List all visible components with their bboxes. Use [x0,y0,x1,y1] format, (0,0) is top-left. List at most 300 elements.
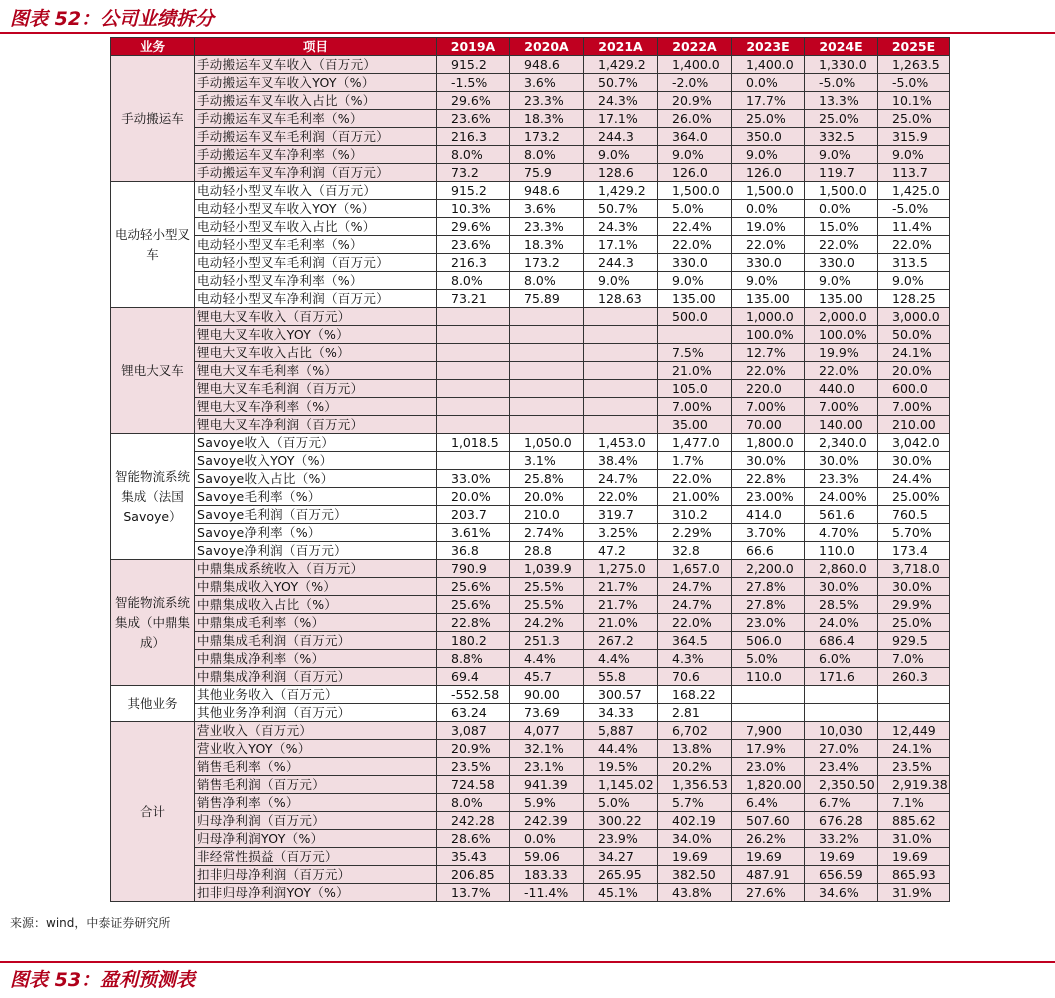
value-cell: 22.0% [805,362,878,380]
value-cell: 70.6 [658,668,732,686]
item-label: Savoye毛利率（%） [195,488,437,506]
column-header: 项目 [195,38,437,56]
value-cell: 6.4% [732,794,805,812]
value-cell: 22.0% [805,236,878,254]
table-row [111,290,950,308]
value-cell: 364.5 [658,632,732,650]
value-cell: 183.33 [510,866,584,884]
value-cell: 34.33 [584,704,658,722]
title-divider-top [0,32,1055,34]
value-cell: 180.2 [437,632,510,650]
value-cell: 33.0% [437,470,510,488]
table-row [111,110,950,128]
column-header: 2022A [658,38,732,56]
value-cell: 1,275.0 [584,560,658,578]
value-cell: 29.6% [437,218,510,236]
value-cell: 173.4 [878,542,950,560]
segment-label: 电动轻小型叉车 [111,182,195,308]
value-cell: 8.0% [437,146,510,164]
value-cell: 8.0% [437,794,510,812]
value-cell [510,380,584,398]
segment-label: 手动搬运车 [111,56,195,182]
value-cell: 25.0% [878,110,950,128]
value-cell: 22.0% [658,470,732,488]
item-label: 手动搬运车叉车收入YOY（%） [195,74,437,92]
column-header: 2025E [878,38,950,56]
table-row [111,632,950,650]
value-cell: 1,000.0 [732,308,805,326]
item-label: 中鼎集成收入YOY（%） [195,578,437,596]
value-cell: 19.69 [805,848,878,866]
value-cell: 4,077 [510,722,584,740]
value-cell: 135.00 [658,290,732,308]
value-cell: 2,000.0 [805,308,878,326]
value-cell: 8.0% [510,146,584,164]
value-cell: 23.1% [510,758,584,776]
value-cell: 23.6% [437,110,510,128]
value-cell: 119.7 [805,164,878,182]
value-cell: 25.0% [805,110,878,128]
value-cell: 43.8% [658,884,732,902]
value-cell: 402.19 [658,812,732,830]
value-cell: 5.9% [510,794,584,812]
value-cell [584,344,658,362]
value-cell: 1,425.0 [878,182,950,200]
value-cell: 110.0 [805,542,878,560]
value-cell: 69.4 [437,668,510,686]
value-cell: 1,800.0 [732,434,805,452]
value-cell: 9.0% [658,146,732,164]
value-cell: 4.4% [584,650,658,668]
item-label: 中鼎集成毛利率（%） [195,614,437,632]
value-cell: 25.6% [437,578,510,596]
value-cell: 23.3% [510,218,584,236]
value-cell: 267.2 [584,632,658,650]
value-cell: 1,145.02 [584,776,658,794]
value-cell: 20.9% [658,92,732,110]
value-cell: 5.7% [658,794,732,812]
value-cell: 24.00% [805,488,878,506]
value-cell: 34.6% [805,884,878,902]
value-cell: 3,000.0 [878,308,950,326]
value-cell: 9.0% [878,272,950,290]
value-cell: 17.1% [584,236,658,254]
table-row [111,704,950,722]
item-label: 手动搬运车叉车净利润（百万元） [195,164,437,182]
value-cell: 4.3% [658,650,732,668]
value-cell: 34.27 [584,848,658,866]
value-cell: 32.1% [510,740,584,758]
item-label: 扣非归母净利润YOY（%） [195,884,437,902]
value-cell [805,686,878,704]
value-cell: 128.25 [878,290,950,308]
table-row [111,236,950,254]
value-cell: 260.3 [878,668,950,686]
item-label: 中鼎集成毛利润（百万元） [195,632,437,650]
value-cell: 676.28 [805,812,878,830]
value-cell: 3.6% [510,74,584,92]
value-cell: 44.4% [584,740,658,758]
value-cell: 600.0 [878,380,950,398]
value-cell: 23.3% [510,92,584,110]
value-cell: 1,018.5 [437,434,510,452]
value-cell: 24.7% [658,578,732,596]
value-cell: 790.9 [437,560,510,578]
value-cell [437,308,510,326]
segment-label: 智能物流系统集成（法国Savoye） [111,434,195,560]
value-cell: 1.7% [658,452,732,470]
table-row [111,488,950,506]
value-cell: 3.25% [584,524,658,542]
value-cell [437,416,510,434]
value-cell: 3,087 [437,722,510,740]
value-cell: 22.8% [732,470,805,488]
value-cell [878,686,950,704]
value-cell: -2.0% [658,74,732,92]
value-cell: 9.0% [584,272,658,290]
value-cell: 5.0% [658,200,732,218]
table-row [111,830,950,848]
value-cell: 33.2% [805,830,878,848]
value-cell: 487.91 [732,866,805,884]
value-cell: 30.0% [878,452,950,470]
value-cell: 350.0 [732,128,805,146]
value-cell: 90.00 [510,686,584,704]
value-cell: 22.4% [658,218,732,236]
value-cell: 915.2 [437,56,510,74]
value-cell: 29.6% [437,92,510,110]
item-label: 扣非归母净利润（百万元） [195,866,437,884]
table-row [111,506,950,524]
value-cell: 561.6 [805,506,878,524]
value-cell: 31.0% [878,830,950,848]
value-cell: 1,400.0 [732,56,805,74]
value-cell: 66.6 [732,542,805,560]
value-cell: 24.2% [510,614,584,632]
value-cell: 24.1% [878,740,950,758]
item-label: 销售毛利率（%） [195,758,437,776]
value-cell: 22.0% [658,614,732,632]
value-cell [805,704,878,722]
value-cell: 2,919.38 [878,776,950,794]
value-cell: 171.6 [805,668,878,686]
item-label: 电动轻小型叉车收入（百万元） [195,182,437,200]
value-cell: 7.00% [878,398,950,416]
value-cell: 20.0% [437,488,510,506]
value-cell: 45.1% [584,884,658,902]
table-row [111,272,950,290]
value-cell: 310.2 [658,506,732,524]
value-cell: 9.0% [658,272,732,290]
item-label: 手动搬运车叉车收入占比（%） [195,92,437,110]
column-header: 2024E [805,38,878,56]
value-cell: 414.0 [732,506,805,524]
value-cell: 100.0% [732,326,805,344]
item-label: 手动搬运车叉车毛利率（%） [195,110,437,128]
value-cell: -5.0% [878,200,950,218]
value-cell [510,308,584,326]
value-cell [732,704,805,722]
value-cell: 0.0% [510,830,584,848]
value-cell: 210.00 [878,416,950,434]
table-row [111,434,950,452]
value-cell: 3,718.0 [878,560,950,578]
value-cell: 12,449 [878,722,950,740]
value-cell: 315.9 [878,128,950,146]
value-cell: 27.6% [732,884,805,902]
value-cell: 203.7 [437,506,510,524]
value-cell [878,704,950,722]
value-cell: 1,330.0 [805,56,878,74]
value-cell: 382.50 [658,866,732,884]
value-cell: 500.0 [658,308,732,326]
table-row [111,848,950,866]
value-cell: 3,042.0 [878,434,950,452]
item-label: 电动轻小型叉车收入占比（%） [195,218,437,236]
value-cell: 3.70% [732,524,805,542]
table-row [111,56,950,74]
column-header: 2021A [584,38,658,56]
value-cell: 50.7% [584,200,658,218]
value-cell: 1,500.0 [732,182,805,200]
value-cell: 73.69 [510,704,584,722]
table-row [111,740,950,758]
table-row [111,200,950,218]
value-cell [658,326,732,344]
value-cell: 0.0% [732,74,805,92]
value-cell: -5.0% [805,74,878,92]
value-cell: 17.7% [732,92,805,110]
value-cell: 28.6% [437,830,510,848]
value-cell: 9.0% [878,146,950,164]
value-cell: 9.0% [805,272,878,290]
value-cell [510,326,584,344]
table-row [111,362,950,380]
value-cell: 22.0% [732,236,805,254]
value-cell: 45.7 [510,668,584,686]
value-cell: 168.22 [658,686,732,704]
value-cell: 70.00 [732,416,805,434]
value-cell: 319.7 [584,506,658,524]
value-cell: 865.93 [878,866,950,884]
table-row [111,470,950,488]
value-cell: 2.29% [658,524,732,542]
table-row [111,866,950,884]
value-cell: 656.59 [805,866,878,884]
value-cell: 24.7% [584,470,658,488]
table-row [111,416,950,434]
figure-52-title: 图表 52：公司业绩拆分 [10,8,215,30]
item-label: 销售毛利润（百万元） [195,776,437,794]
item-label: Savoye收入占比（%） [195,470,437,488]
item-label: 锂电大叉车净利率（%） [195,398,437,416]
table-header-row [111,38,950,56]
value-cell: 210.0 [510,506,584,524]
value-cell: 47.2 [584,542,658,560]
table-row [111,74,950,92]
value-cell: 19.5% [584,758,658,776]
value-cell: 27.8% [732,578,805,596]
value-cell: 135.00 [732,290,805,308]
value-cell: 440.0 [805,380,878,398]
value-cell: 244.3 [584,128,658,146]
value-cell: 0.0% [805,200,878,218]
value-cell: 13.8% [658,740,732,758]
value-cell: 1,429.2 [584,56,658,74]
item-label: 中鼎集成净利率（%） [195,650,437,668]
table-row [111,92,950,110]
value-cell: 24.4% [878,470,950,488]
value-cell: 8.0% [510,272,584,290]
value-cell: 5.0% [732,650,805,668]
item-label: 电动轻小型叉车净利润（百万元） [195,290,437,308]
value-cell: 1,400.0 [658,56,732,74]
value-cell: 216.3 [437,254,510,272]
value-cell: 22.0% [878,236,950,254]
value-cell [437,326,510,344]
value-cell: 330.0 [805,254,878,272]
value-cell: 9.0% [805,146,878,164]
value-cell: 21.00% [658,488,732,506]
table-row [111,542,950,560]
value-cell: 73.2 [437,164,510,182]
value-cell: 23.0% [732,758,805,776]
value-cell: -552.58 [437,686,510,704]
value-cell: 25.5% [510,596,584,614]
column-header: 2019A [437,38,510,56]
value-cell: 30.0% [805,578,878,596]
value-cell: 22.0% [658,236,732,254]
value-cell [437,344,510,362]
value-cell: 75.89 [510,290,584,308]
value-cell: 1,429.2 [584,182,658,200]
title-divider-bottom [0,961,1055,963]
value-cell: 0.0% [732,200,805,218]
segment-label: 其他业务 [111,686,195,722]
value-cell: 19.69 [658,848,732,866]
value-cell: 20.2% [658,758,732,776]
value-cell: 507.60 [732,812,805,830]
value-cell: 4.70% [805,524,878,542]
value-cell: 12.7% [732,344,805,362]
table-row [111,596,950,614]
table-row [111,884,950,902]
value-cell: 686.4 [805,632,878,650]
value-cell: 75.9 [510,164,584,182]
value-cell: 17.9% [732,740,805,758]
value-cell [510,398,584,416]
value-cell: 7.00% [658,398,732,416]
value-cell: 20.9% [437,740,510,758]
value-cell: 50.7% [584,74,658,92]
value-cell: 27.8% [732,596,805,614]
value-cell: 332.5 [805,128,878,146]
table-row [111,560,950,578]
column-header: 2020A [510,38,584,56]
value-cell: 31.9% [878,884,950,902]
value-cell: 8.8% [437,650,510,668]
value-cell: 27.0% [805,740,878,758]
value-cell: 30.0% [805,452,878,470]
value-cell: 6.0% [805,650,878,668]
value-cell: 34.0% [658,830,732,848]
table-row [111,380,950,398]
value-cell: 25.6% [437,596,510,614]
value-cell: 24.1% [878,344,950,362]
value-cell: 7.00% [805,398,878,416]
value-cell: 28.8 [510,542,584,560]
value-cell: 1,657.0 [658,560,732,578]
value-cell: 24.3% [584,218,658,236]
value-cell: 17.1% [584,110,658,128]
value-cell: 3.1% [510,452,584,470]
item-label: 手动搬运车叉车净利率（%） [195,146,437,164]
value-cell: 948.6 [510,182,584,200]
value-cell: 18.3% [510,110,584,128]
table-row [111,578,950,596]
value-cell: 885.62 [878,812,950,830]
value-cell: 29.9% [878,596,950,614]
value-cell: 25.5% [510,578,584,596]
value-cell: 6.7% [805,794,878,812]
value-cell [584,326,658,344]
value-cell: 25.0% [732,110,805,128]
value-cell [437,362,510,380]
item-label: 电动轻小型叉车毛利率（%） [195,236,437,254]
value-cell: 21.0% [584,614,658,632]
value-cell: 5.0% [584,794,658,812]
table-row [111,182,950,200]
item-label: Savoye净利率（%） [195,524,437,542]
value-cell [584,380,658,398]
value-cell: 1,039.9 [510,560,584,578]
value-cell: 4.4% [510,650,584,668]
value-cell: 19.9% [805,344,878,362]
item-label: 归母净利润YOY（%） [195,830,437,848]
value-cell: 24.7% [658,596,732,614]
value-cell: 7.1% [878,794,950,812]
value-cell: 30.0% [878,578,950,596]
value-cell: 20.0% [878,362,950,380]
value-cell: 10.1% [878,92,950,110]
value-cell: 364.0 [658,128,732,146]
value-cell: 126.0 [658,164,732,182]
item-label: 其他业务净利润（百万元） [195,704,437,722]
value-cell: 9.0% [584,146,658,164]
value-cell: 2,350.50 [805,776,878,794]
value-cell: 5,887 [584,722,658,740]
table-row [111,344,950,362]
figure-53-title: 图表 53：盈利预测表 [10,969,196,991]
value-cell: 23.00% [732,488,805,506]
value-cell: 10,030 [805,722,878,740]
value-cell: 11.4% [878,218,950,236]
value-cell: 128.6 [584,164,658,182]
value-cell: 24.3% [584,92,658,110]
value-cell: 1,500.0 [658,182,732,200]
item-label: Savoye净利润（百万元） [195,542,437,560]
item-label: 手动搬运车叉车收入（百万元） [195,56,437,74]
value-cell: 300.22 [584,812,658,830]
value-cell: 6,702 [658,722,732,740]
value-cell: 1,050.0 [510,434,584,452]
table-row [111,524,950,542]
value-cell: 25.00% [878,488,950,506]
value-cell: 23.4% [805,758,878,776]
value-cell: 206.85 [437,866,510,884]
value-cell [437,398,510,416]
item-label: Savoye毛利润（百万元） [195,506,437,524]
